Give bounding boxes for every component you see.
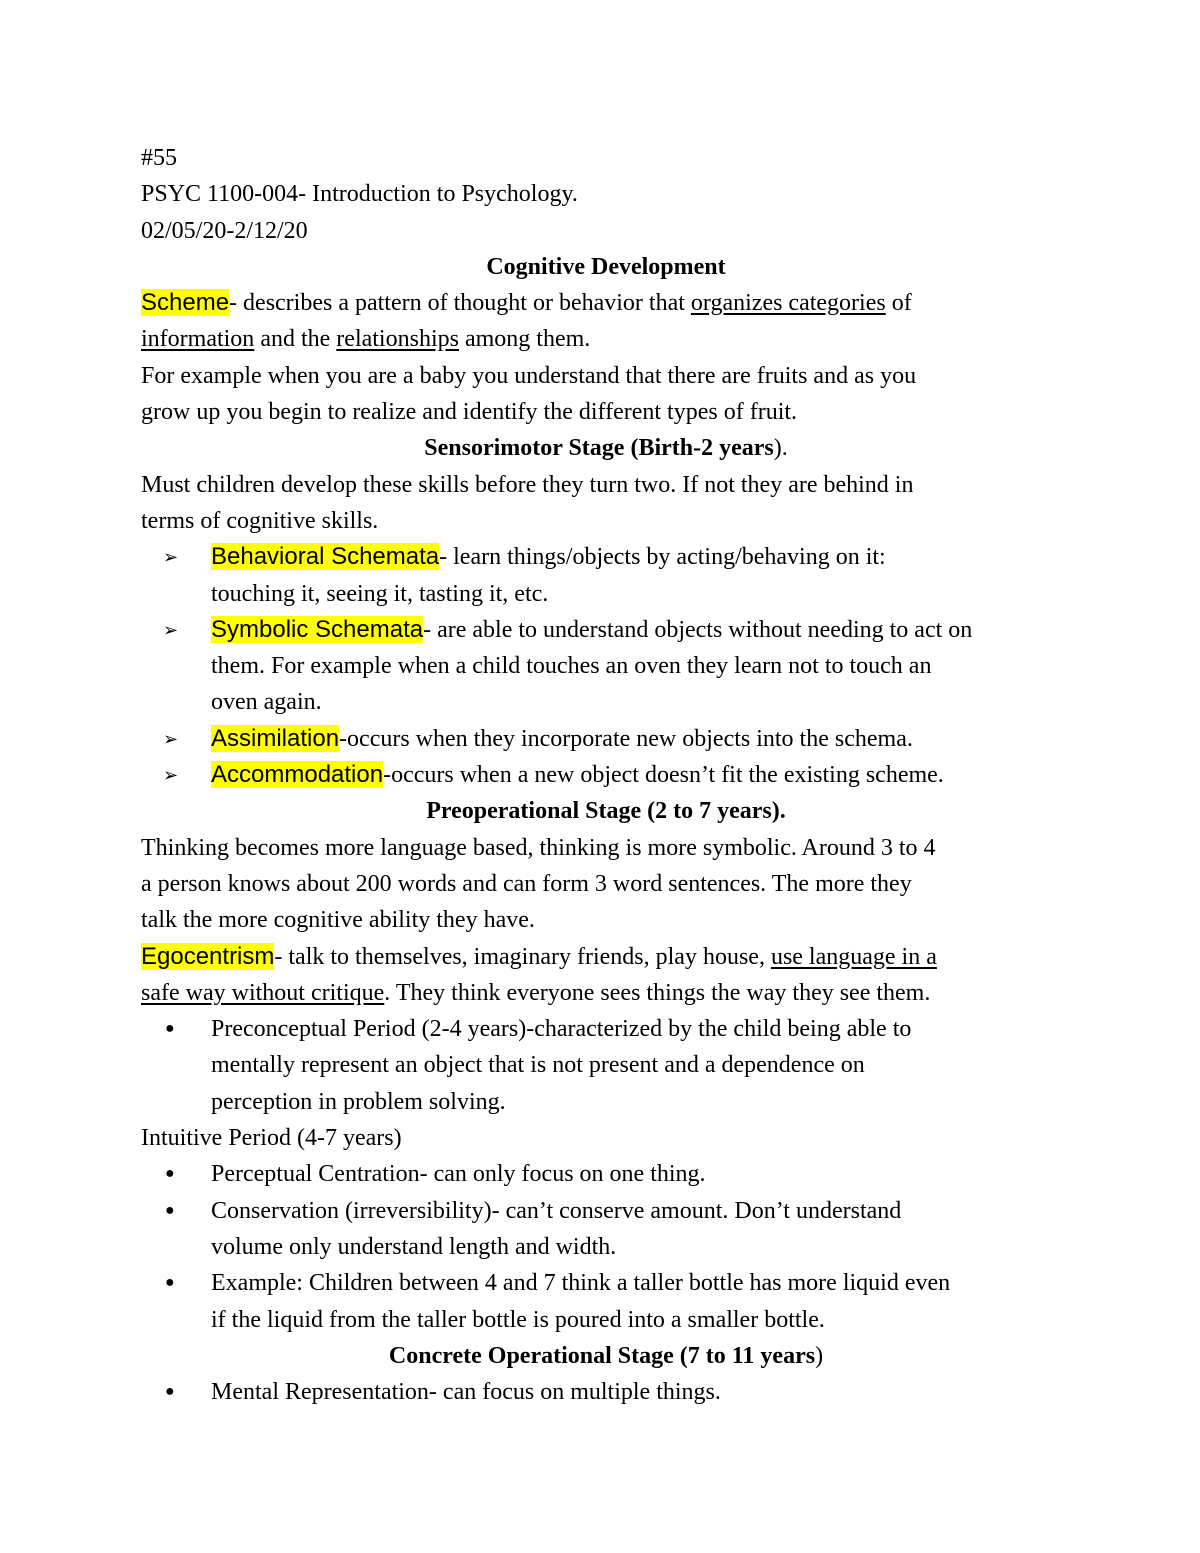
list-item <box>141 1265 1071 1301</box>
preoperational-paragraph-line-1: Thinking becomes more language based, thinking is more symbolic. Around 3 to 4 <box>141 834 936 861</box>
list-item-continuation: touching it, seeing it, tasting it, etc. <box>211 580 549 607</box>
highlight-term: Assimilation <box>211 724 340 752</box>
text: among them. <box>458 326 591 353</box>
doc-number: #55 <box>141 145 177 171</box>
egocentrism-line-1 <box>141 939 1071 975</box>
list-item-continuation: mentally represent an object that is not present and a dependence on <box>211 1052 865 1079</box>
text: Example: Children between 4 and 7 think a taller bottle has more liquid even <box>211 1270 951 1297</box>
course-title: PSYC 1100-004- Introduction to Psychology. <box>141 181 578 208</box>
bullet-dot-icon: ● <box>165 1201 175 1219</box>
list-item <box>141 539 1071 575</box>
underlined-phrase: safe way without critique <box>141 979 385 1006</box>
underlined-phrase: organizes categories <box>690 290 886 317</box>
highlight-term: Behavioral Schemata <box>211 543 440 571</box>
list-item <box>141 721 1071 757</box>
underlined-phrase: use language in a <box>770 943 937 970</box>
preoperational-heading: Preoperational Stage (2 to 7 years). <box>426 798 786 825</box>
date-range: 02/05/20-2/12/20 <box>141 217 308 244</box>
list-item-continuation: volume only understand length and width. <box>211 1233 617 1260</box>
arrow-bullet-icon: ➢ <box>163 619 179 640</box>
preoperational-paragraph-line-2: a person knows about 200 words and can form 3 word sentences. The more they <box>141 870 912 897</box>
heading-text: Concrete Operational Stage ( <box>388 1342 688 1369</box>
text: of <box>885 290 912 317</box>
heading-tail: ) <box>815 1342 824 1369</box>
bullet-dot-icon: ● <box>165 1274 175 1292</box>
intuitive-period-heading: Intuitive Period (4-7 years) <box>141 1125 402 1152</box>
page-title: Cognitive Development <box>486 253 726 280</box>
text: - describes a pattern of thought or behavior that <box>229 290 691 317</box>
highlight-term: Egocentrism <box>141 942 275 970</box>
underlined-phrase: relationships <box>336 326 459 353</box>
list-item <box>141 757 1071 793</box>
concrete-operational-heading <box>141 1338 1071 1374</box>
text: - learn things/objects by acting/behaving on it: <box>439 544 886 571</box>
heading-text: 7 to 11 years <box>687 1342 816 1369</box>
heading-tail: ). <box>773 435 788 462</box>
bullet-dot-icon: ● <box>165 1020 175 1038</box>
text: Conservation (irreversibility)- can’t conserve amount. Don’t understand <box>211 1197 902 1224</box>
highlight-term: Symbolic Schemata <box>211 615 424 643</box>
text: - are able to understand objects without needing to act on <box>423 616 973 643</box>
arrow-bullet-icon: ➢ <box>163 728 179 749</box>
list-item-continuation: them. For example when a child touches an oven they learn not to touch an <box>211 653 932 680</box>
arrow-bullet-icon: ➢ <box>163 765 179 786</box>
text: Perceptual Centration- can only focus on one thing. <box>211 1161 706 1188</box>
bullet-dot-icon: ● <box>165 1383 175 1401</box>
list-item <box>141 1193 1071 1229</box>
list-item <box>141 612 1071 648</box>
highlight-term: Scheme <box>141 289 230 317</box>
text: . They think everyone sees things the way they see them. <box>384 979 931 1006</box>
text: -occurs when they incorporate new objects into the schema. <box>339 725 913 752</box>
list-item-continuation: if the liquid from the taller bottle is poured into a smaller bottle. <box>211 1306 825 1333</box>
text: Preconceptual Period (2-4 years)-characterized by the child being able to <box>211 1016 912 1043</box>
text: and the <box>254 326 337 353</box>
arrow-bullet-icon: ➢ <box>163 547 179 568</box>
sensorimotor-paragraph-line-1: Must children develop these skills before they turn two. If not they are behind in <box>141 471 914 498</box>
sensorimotor-paragraph-line-2: terms of cognitive skills. <box>141 507 379 534</box>
heading-text: Sensorimotor Stage (Birth-2 years <box>424 435 774 462</box>
list-item <box>141 1374 1071 1410</box>
scheme-example-line-2: grow up you begin to realize and identify the different types of fruit. <box>141 399 798 426</box>
sensorimotor-heading <box>141 430 1071 466</box>
document-body <box>141 140 1071 1410</box>
list-item <box>141 1156 1071 1192</box>
list-item-continuation: perception in problem solving. <box>211 1088 506 1115</box>
text: -occurs when a new object doesn’t fit the existing scheme. <box>383 762 944 789</box>
highlight-term: Accommodation <box>211 761 384 789</box>
underlined-phrase: information <box>141 326 255 353</box>
preoperational-paragraph-line-3: talk the more cognitive ability they have. <box>141 907 535 934</box>
bullet-dot-icon: ● <box>165 1165 175 1183</box>
scheme-definition-line-2 <box>141 321 1071 357</box>
scheme-example-line-1: For example when you are a baby you understand that there are fruits and as you <box>141 362 917 389</box>
egocentrism-line-2 <box>141 975 1071 1011</box>
text: Mental Representation- can focus on multiple things. <box>211 1379 721 1406</box>
list-item-continuation: oven again. <box>211 689 322 716</box>
text: - talk to themselves, imaginary friends, play house, <box>274 943 771 970</box>
list-item <box>141 1011 1071 1047</box>
scheme-definition-line-1 <box>141 285 1071 321</box>
